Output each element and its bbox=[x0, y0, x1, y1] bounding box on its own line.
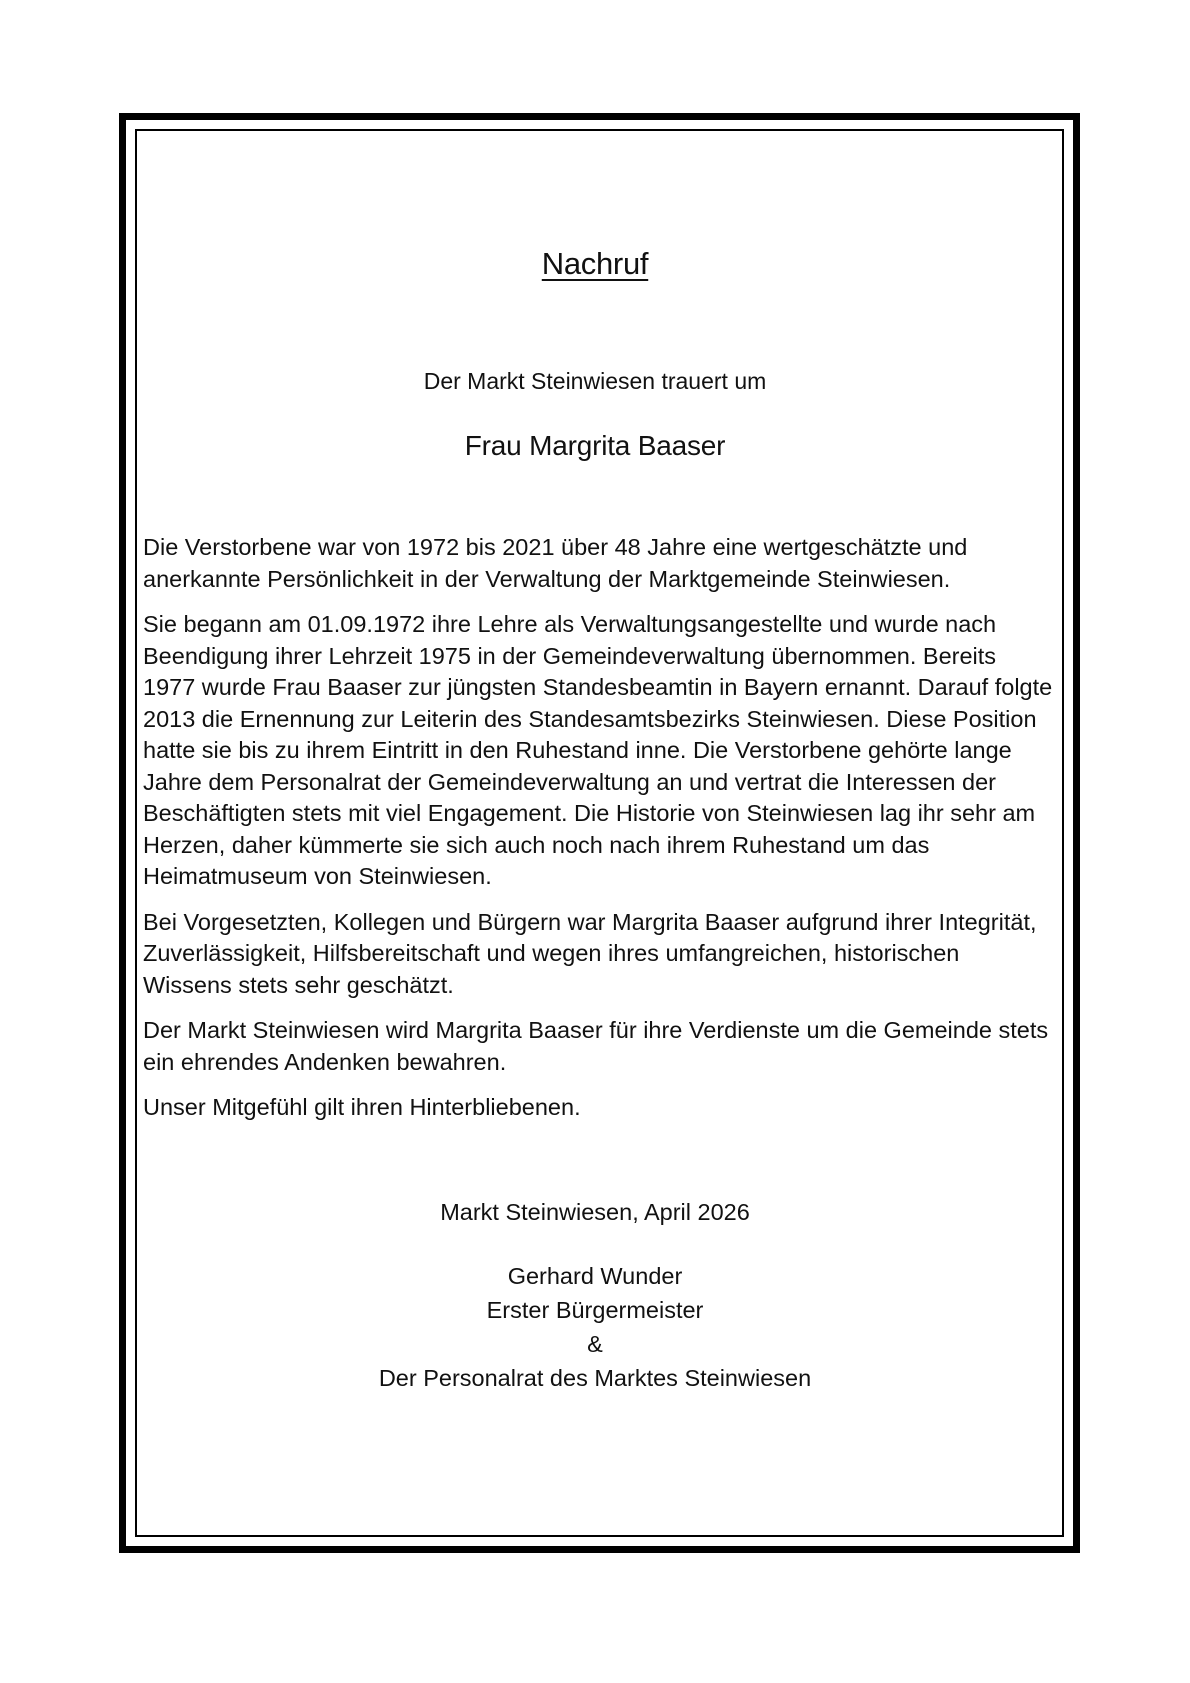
intro-line: Der Markt Steinwiesen trauert um bbox=[423, 368, 767, 394]
paragraph-career: Sie begann am 01.09.1972 ihre Lehre als Verwaltungsangestellte und wurde nach Beendigung ihrer Lehrzeit 1975 in der Gemeindeverwaltung übernommen. Bereits 1977 wurde Frau Baaser zur jüngsten Standesbeamtin in Bayern ernannt. Darauf folgte 2013 die Ernennung zur Leiterin des Standesamtsbezirks Steinwiesen. Diese Position hatte sie bis zu ihrem Eintritt in den Ruhestand inne. Die Verstorbene gehörte lange Jahre dem Personalrat der Gemeindeverwaltung an und vertrat die Interessen der Beschäftigten stets mit viel Engagement. Die Historie von Steinwiesen lag ihr sehr am Herzen, daher kümmerte sie sich auch noch nach ihrem Ruhestand um das Heimatmuseum von Steinwiesen. bbox=[143, 611, 1053, 889]
signature-conjunction: & bbox=[587, 1331, 603, 1357]
signature-block bbox=[0, 1195, 1190, 1395]
second-signer: Der Personalrat des Marktes Steinwiesen bbox=[378, 1365, 812, 1391]
obituary-body bbox=[143, 532, 1053, 1138]
paragraph-condolences: Unser Mitgefühl gilt ihren Hinterbliebenen. bbox=[143, 1094, 581, 1120]
paragraph-service-years: Die Verstorbene war von 1972 bis 2021 über 48 Jahre eine wertgeschätzte und anerkannte Persönlichkeit in der Verwaltung der Marktgemeinde Steinwiesen. bbox=[143, 534, 968, 592]
signer-name: Gerhard Wunder bbox=[507, 1263, 683, 1289]
deceased-name: Frau Margrita Baaser bbox=[464, 430, 726, 461]
place-and-date: Markt Steinwiesen, April 2026 bbox=[440, 1199, 750, 1225]
page-title: Nachruf bbox=[541, 246, 649, 281]
signer-title: Erster Bürgermeister bbox=[486, 1297, 704, 1323]
paragraph-appreciation: Bei Vorgesetzten, Kollegen und Bürgern war Margrita Baaser aufgrund ihrer Integrität, Zuverlässigkeit, Hilfsbereitschaft und wegen ihres umfangreichen, historischen Wissens stets sehr geschätzt. bbox=[143, 908, 1037, 998]
paragraph-remembrance: Der Markt Steinwiesen wird Margrita Baaser für ihre Verdienste um die Gemeinde stets ein ehrendes Andenken bewahren. bbox=[143, 1017, 1049, 1075]
